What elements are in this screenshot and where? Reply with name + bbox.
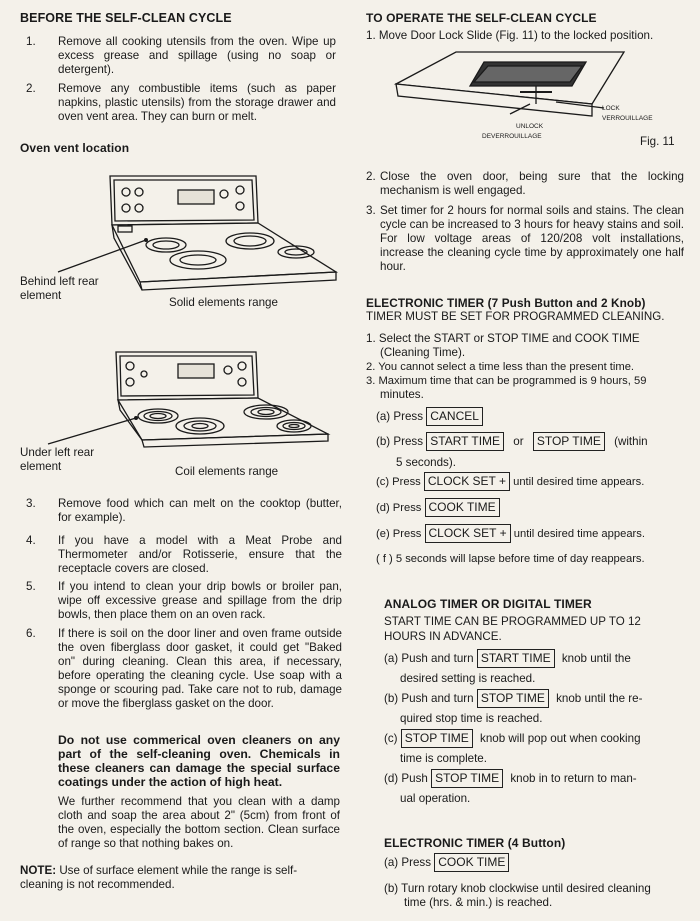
stop-time-knob[interactable]: STOP TIME (477, 689, 549, 708)
recommend-text: We further recommend that you clean with a damp cloth and soap the area about 2" (5cm) from front of the oven, especially the bottom section. Clean surface of range so that nothing bakes on. (58, 795, 340, 850)
step-1: 1. Move Door Lock Slide (Fig. 11) to the locked position. (366, 29, 654, 42)
electronic-4-step-b: (b) Turn rotary knob clockwise until desired cleaning (384, 882, 651, 895)
step-d: (d) Press COOK TIME (376, 498, 500, 517)
electronic-4-step-b-cont: time (hrs. & min.) is reached. (404, 896, 553, 909)
analog-step-b: (b) Push and turn STOP TIME knob until the re- (384, 689, 642, 708)
clock-set-button[interactable]: CLOCK SET + (424, 472, 510, 491)
callout-under-left: Under left rear element (20, 446, 95, 473)
lock-label-fr: VERROUILLAGE (602, 115, 653, 122)
analog-step-c-cont: time is complete. (400, 752, 487, 765)
analog-sub-1: START TIME CAN BE PROGRAMMED UP TO 12 (384, 615, 641, 628)
cook-time-button[interactable]: COOK TIME (425, 498, 500, 517)
electronic-timer-sub: TIMER MUST BE SET FOR PROGRAMMED CLEANING. (366, 310, 665, 323)
start-time-button[interactable]: START TIME (426, 432, 504, 451)
analog-step-d-cont: ual operation. (400, 792, 471, 805)
operate-heading: TO OPERATE THE SELF-CLEAN CYCLE (366, 11, 597, 25)
oven-vent-heading: Oven vent location (20, 141, 130, 155)
note-label: NOTE: (20, 864, 57, 877)
electronic-4-step-a: (a) Press COOK TIME (384, 853, 509, 872)
electronic-line-2: 2. You cannot select a time less than the present time. (366, 361, 635, 373)
door-lock-slide-figure (386, 46, 698, 144)
analog-step-a-cont: desired setting is reached. (400, 672, 536, 685)
step-a: (a) Press CANCEL (376, 407, 483, 426)
analog-step-d: (d) Push STOP TIME knob in to return to man- (384, 769, 637, 788)
analog-step-c: (c) STOP TIME knob will pop out when cooking (384, 729, 641, 748)
stop-time-knob[interactable]: STOP TIME (401, 729, 473, 748)
note-text: Use of surface element while the range is self-cleaning is not recommended. (20, 864, 298, 891)
fig-11-caption: Fig. 11 (640, 135, 675, 148)
electronic-line-3b: minutes. (380, 388, 424, 401)
electronic-line-1b: (Cleaning Time). (380, 346, 466, 359)
start-time-knob[interactable]: START TIME (477, 649, 555, 668)
lock-label: LOCK (602, 105, 620, 112)
electronic-line-1: 1. Select the START or STOP TIME and COOK TIME (366, 332, 640, 345)
before-clean-heading: BEFORE THE SELF-CLEAN CYCLE (20, 11, 232, 25)
step-f: ( f ) 5 seconds will lapse before time of day reappears. (376, 553, 645, 565)
note-paragraph (20, 864, 340, 892)
analog-step-b-cont: quired stop time is reached. (400, 712, 543, 725)
electronic-4-heading: ELECTRONIC TIMER (4 Button) (384, 836, 566, 850)
clock-set-button[interactable]: CLOCK SET + (425, 524, 511, 543)
manual-page: BEFORE THE SELF-CLEAN CYCLE 1. Remove all cooking utensils from the oven. Wipe up excess grease and spillage (using no soap or detergent). 2. Remove any combustible items (such as paper napkins, plastic utensils) from the storage drawer and oven vent area. They can burn or melt. Oven vent location Behind left rear element Solid elements range Under left rear element Coil elements range 3. Remove food which can melt on the cooktop (butter, for example). 4. If you have a model with a Meat Probe and Thermometer and/or Rotisserie, ensure that the receptacle covers are closed. 5. If you intend to clean your drip bowls or broiler pan, wipe off excessive grease and spillage from the drip bowls, then place them on an oven rack. 6. If there is soil on the door liner and oven frame outside the oven fiberglass door gasket, it could get "Baked on" during cleaning. Clean this area, if necessary, before operating the cleaning cycle. Use soap with a sponge or scouring pad. Take care not to rub, damage or move the fiberglass gasket on the door. Do not use commerical oven cleaners on any part of the self-cleaning oven. Chemicals in these cleaners can damage the special surface coatings under the action of high heat. We further recommend that you clean with a damp cloth and soap the area about 2" (5cm) from front of the oven, especially the bottom section. Clean surface of range so that nothing bakes on. NOTE: Use of surface element while the range is self-cleaning is not recommended. TO OPERATE THE SELF-CLEAN CYCLE 1. Move Door Lock Slide (Fig. 11) to the locked position. LOCK VERROUILLAGE UNLOCK DEVERROUILLAGE Fig. 11 2. Close the oven door, being sure that the locking mechanism is well engaged. 3. Set timer for 2 hours for normal soils and stains. The clean cycle can be increased to 3 hours for heavy stains and soil. For low voltage areas of 120/208 volt installations, increase the cleaning cycle time by approximately one half hour. ELECTRONIC TIMER (7 Push Button and 2 Knob) TIMER MUST BE SET FOR PROGRAMMED CLEANING. 1. Select the START or STOP TIME and COOK TIME (Cleaning Time). 2. You cannot select a time less than the present time. 3. Maximum time that can be programmed is 9 hours, 59 minutes. (a) Press CANCEL (b) Press START TIME or STOP TIME (within 5 seconds). (c) Press CLOCK SET + until desired time appears. (d) Press COOK TIME (e) Press CLOCK SET + until desired time appears. ( f ) 5 seconds will lapse before time of day reappears. ANALOG TIMER OR DIGITAL TIMER START TIME CAN BE PROGRAMMED UP TO 12 HOURS IN ADVANCE. (a) Push and turn START TIME knob until the desired setting is reached. (b) Push and turn STOP TIME knob until the re- quired stop time is reached. (c) STOP TIME knob will pop out when cooking time is complete. (d) Push STOP TIME knob in to return to man- ual operation. ELECTRONIC TIMER (4 Button) (a) Press COOK TIME (b) Turn rotary knob clockwise until desired cleaning time (hrs. & min.) is reached. (0, 0, 700, 921)
step-e: (e) Press CLOCK SET + until desired time appears. (376, 524, 645, 543)
unlock-label: UNLOCK (516, 123, 544, 130)
cook-time-button[interactable]: COOK TIME (434, 853, 509, 872)
step-b-cont: 5 seconds). (396, 456, 456, 469)
warning-text: Do not use commerical oven cleaners on any part of the self-cleaning oven. Chemicals in these cleaners can damage the special surface coatings under the action of high heat. (58, 733, 340, 789)
callout-behind-left: Behind left rear element (20, 275, 99, 302)
solid-elements-caption: Solid elements range (169, 296, 278, 309)
vent-marker (134, 416, 138, 420)
coil-elements-caption: Coil elements range (175, 465, 279, 478)
analog-step-a: (a) Push and turn START TIME knob until the (384, 649, 631, 668)
stop-time-knob[interactable]: STOP TIME (431, 769, 503, 788)
analog-timer-heading: ANALOG TIMER OR DIGITAL TIMER (384, 597, 592, 611)
unlock-label-fr: DEVERROUILLAGE (482, 133, 542, 140)
stop-time-button[interactable]: STOP TIME (533, 432, 605, 451)
electronic-timer-heading: ELECTRONIC TIMER (7 Push Button and 2 Knob) (366, 296, 646, 310)
step-c: (c) Press CLOCK SET + until desired time appears. (376, 472, 644, 491)
step-b: (b) Press START TIME or STOP TIME (within (376, 432, 698, 451)
vent-marker (144, 238, 148, 242)
electronic-line-3: 3. Maximum time that can be programmed is 9 hours, 59 (366, 375, 647, 387)
cancel-button[interactable]: CANCEL (426, 407, 483, 426)
analog-sub-2: HOURS IN ADVANCE. (384, 630, 502, 643)
